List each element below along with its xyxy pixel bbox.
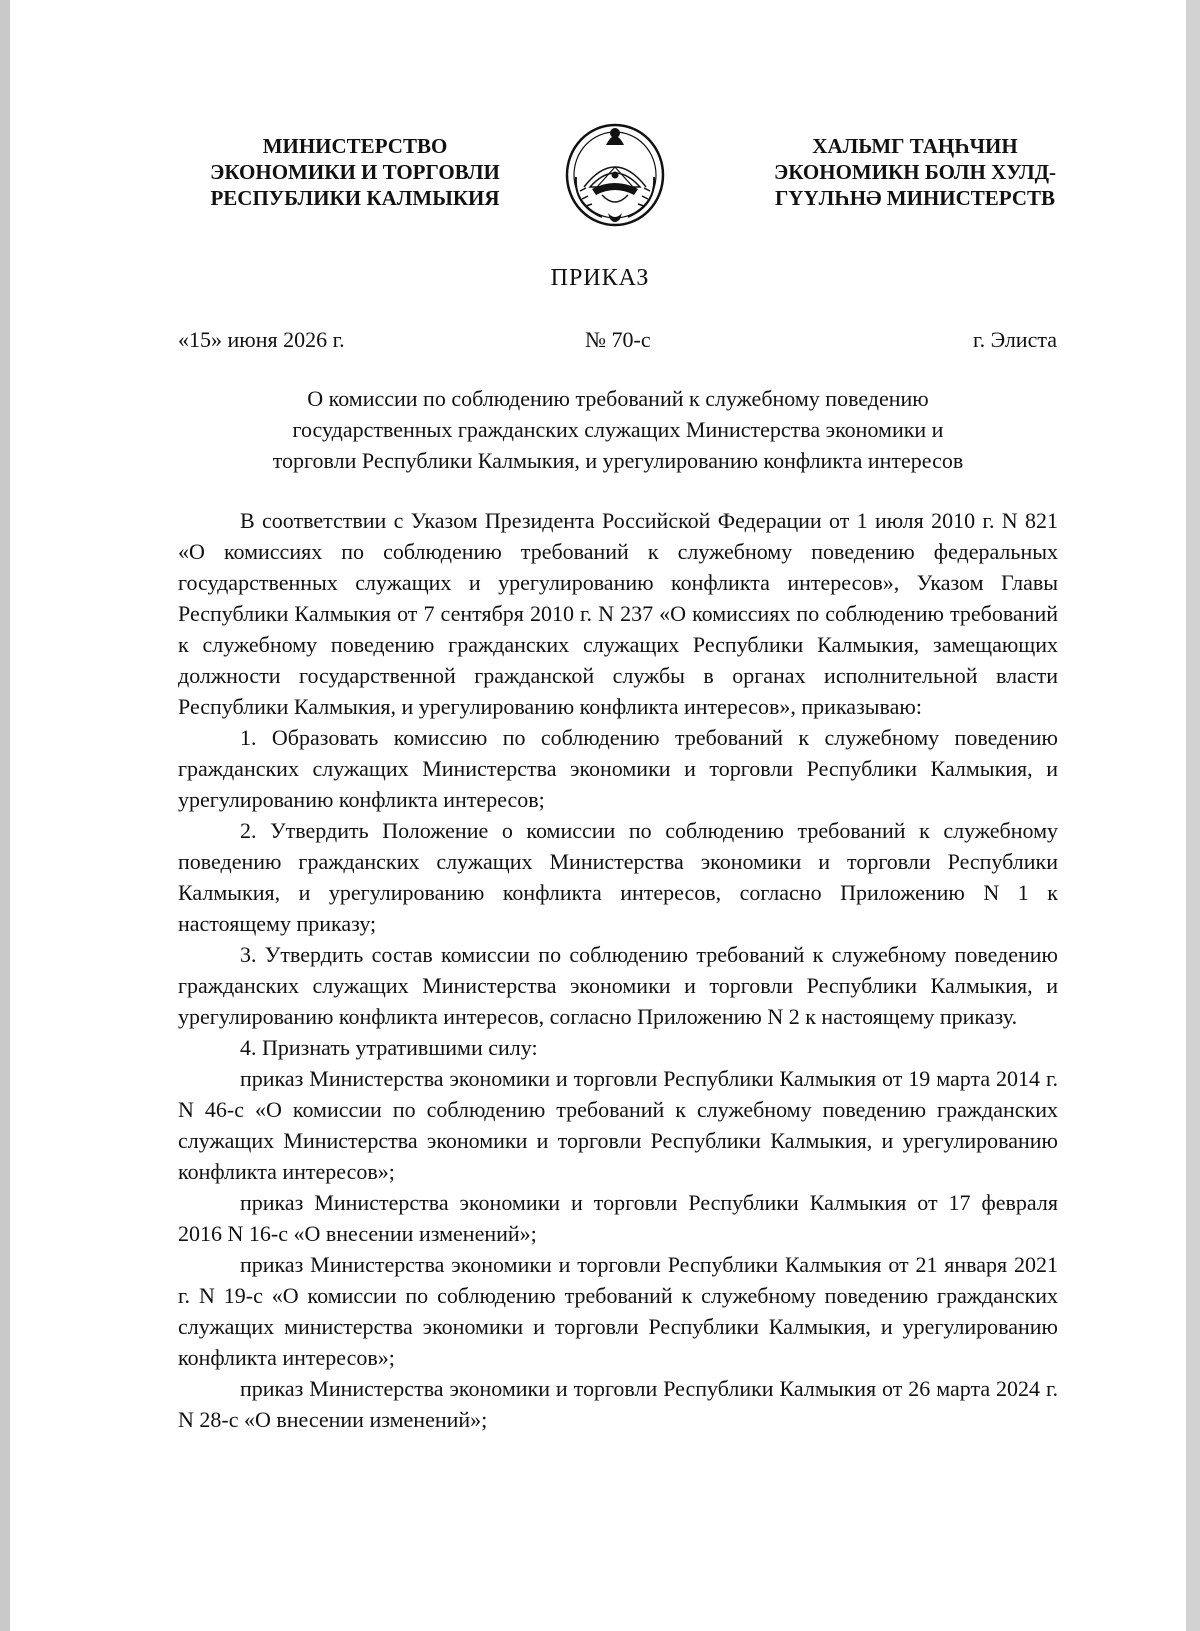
order-item: 3. Утвердить состав комиссии по соблюдению требований к служебному поведению гражданских служащих Министерства экономики и торговли Республики Калмыкия, и урегулированию конфликта интересов, согласно Приложению N 2 к настоящему приказу. xyxy=(178,942,1058,1029)
subject-line: государственных гражданских служащих Министерства экономики и xyxy=(292,417,944,442)
header-right-line: ГҮҮЛҺНӘ МИНИСТЕРСТВ xyxy=(774,186,1056,210)
ministry-name-russian xyxy=(185,133,525,211)
order-item: 2. Утвердить Положение о комиссии по соблюдению требований к служебному поведению гражданских служащих Министерства экономики и торговли Республики Калмыкия, и урегулированию конфликта интересов, согласно Приложению N 1 к настоящему приказу; xyxy=(178,818,1058,936)
subject-line: О комиссии по соблюдению требований к служебному поведению xyxy=(307,386,929,411)
order-item: 1. Образовать комиссию по соблюдению требований к служебному поведению гражданских служащих Министерства экономики и торговли Республики Калмыкия, и урегулированию конфликта интересов; xyxy=(178,725,1058,812)
repealed-order-item: приказ Министерства экономики и торговли Республики Калмыкия от 17 февраля 2016 N 16-с «О внесении изменений»; xyxy=(178,1190,1058,1246)
repealed-order-item: приказ Министерства экономики и торговли Республики Калмыкия от 21 января 2021 г. N 19-с «О комиссии по соблюдению требований к служебному поведению гражданских служащих министерства экономики и торговли Республики Калмыкия, и урегулированию конфликта интересов»; xyxy=(178,1252,1058,1370)
header-left-line: РЕСПУБЛИКИ КАЛМЫКИЯ xyxy=(210,186,500,210)
repealed-order-item: приказ Министерства экономики и торговли Республики Калмыкия от 26 марта 2024 г. N 28-с «О внесении изменений»; xyxy=(178,1376,1058,1432)
header-left-line: МИНИСТЕРСТВО xyxy=(262,134,448,158)
header-left-line: ЭКОНОМИКИ И ТОРГОВЛИ xyxy=(210,160,500,184)
header-right-line: ХАЛЬМГ ТАҢҺЧИН xyxy=(812,134,1018,158)
order-date: «15» июня 2026 г. xyxy=(178,327,345,352)
order-item: 4. Признать утратившими силу: xyxy=(240,1035,538,1060)
order-number: № 70-с xyxy=(585,327,651,352)
scan-edge-right xyxy=(1186,0,1200,1631)
kalmykia-coat-of-arms-emblem-icon xyxy=(562,117,668,229)
subject-line: торговли Республики Калмыкия, и урегулированию конфликта интересов xyxy=(272,448,964,473)
scan-edge-left xyxy=(0,0,10,1631)
preamble-paragraph: В соответствии с Указом Президента Российской Федерации от 1 июля 2010 г. N 821 «О комиссиях по соблюдению требований к служебному поведению федеральных государственных служащих и урегулированию конфликта интересов», Указом Главы Республики Калмыкия от 7 сентября 2010 г. N 237 «О комиссиях по соблюдению требований к служебному поведению гражданских служащих Республики Калмыкия, замещающих должности государственной гражданской службы в органах исполнительной власти Республики Калмыкия, и урегулированию конфликта интересов», приказываю: xyxy=(178,508,1058,719)
document-type-title: ПРИКАЗ xyxy=(550,265,650,291)
repealed-order-item: приказ Министерства экономики и торговли Республики Калмыкия от 19 марта 2014 г. N 46-с «О комиссии по соблюдению требований к служебному поведению гражданских служащих Министерства экономики и торговли Республики Калмыкия, и урегулированию конфликта интересов»; xyxy=(178,1066,1058,1184)
ministry-name-kalmyk xyxy=(745,133,1085,211)
order-body xyxy=(178,505,1058,1435)
header-right-line: ЭКОНОМИКН БОЛН ХУЛД- xyxy=(773,160,1057,184)
order-subject xyxy=(178,383,1058,476)
order-city: г. Элиста xyxy=(973,327,1057,352)
